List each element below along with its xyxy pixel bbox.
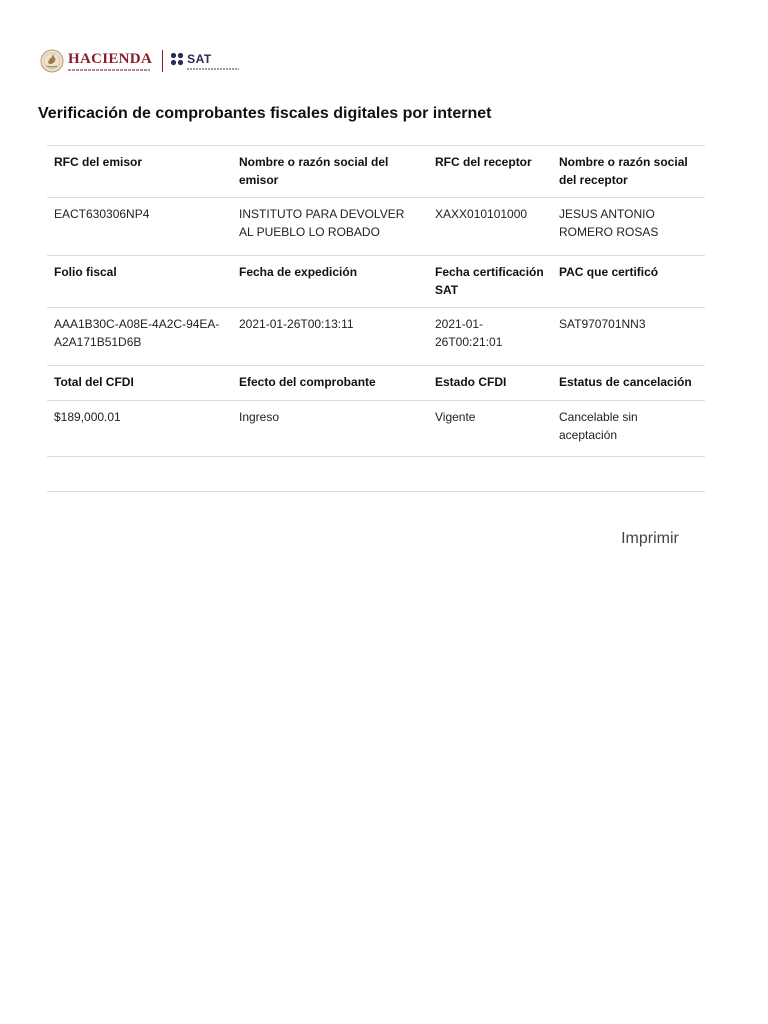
coat-of-arms-seal-icon xyxy=(40,49,64,73)
header-pac: PAC que certificó xyxy=(552,256,705,308)
table-row xyxy=(47,401,705,457)
header-fecha-certificacion: Fecha certificación SAT xyxy=(428,256,552,308)
sat-logo xyxy=(170,52,239,70)
sat-logo-mark-icon xyxy=(170,52,184,66)
value-pac: SAT970701NN3 xyxy=(552,308,705,366)
value-total-cfdi: $189,000.01 xyxy=(47,401,232,457)
value-fecha-expedicion: 2021-01-26T00:13:11 xyxy=(232,308,428,366)
table-header-row xyxy=(47,146,705,198)
value-nombre-emisor: INSTITUTO PARA DEVOLVER AL PUEBLO LO ROBADO xyxy=(232,198,428,256)
header-logos xyxy=(40,46,239,76)
sat-logo-text: SAT xyxy=(187,52,212,66)
page-title: Verificación de comprobantes fiscales digitales por internet xyxy=(38,105,492,122)
print-button[interactable]: Imprimir xyxy=(606,524,694,554)
header-nombre-emisor: Nombre o razón social del emisor xyxy=(232,146,428,198)
logo-divider xyxy=(162,50,163,72)
value-nombre-receptor: JESUS ANTONIO ROMERO ROSAS xyxy=(552,198,705,256)
header-rfc-receptor: RFC del receptor xyxy=(428,146,552,198)
value-estado-cfdi: Vigente xyxy=(428,401,552,457)
table-row xyxy=(47,308,705,366)
header-rfc-emisor: RFC del emisor xyxy=(47,146,232,198)
value-folio-fiscal: AAA1B30C-A08E-4A2C-94EA-A2A171B51D6B xyxy=(47,308,232,366)
value-estatus-cancelacion: Cancelable sin aceptación xyxy=(552,401,705,457)
header-estatus-cancelacion: Estatus de cancelación xyxy=(552,366,705,401)
value-rfc-emisor: EACT630306NP4 xyxy=(47,198,232,256)
cfdi-verification-table xyxy=(47,145,705,492)
header-efecto-comprobante: Efecto del comprobante xyxy=(232,366,428,401)
table-spacer-row xyxy=(47,457,705,492)
header-nombre-receptor: Nombre o razón social del receptor xyxy=(552,146,705,198)
table-header-row xyxy=(47,366,705,401)
table-row xyxy=(47,198,705,256)
sat-logo-subtitle xyxy=(187,68,239,70)
header-estado-cfdi: Estado CFDI xyxy=(428,366,552,401)
hacienda-logo xyxy=(68,52,152,71)
header-fecha-expedicion: Fecha de expedición xyxy=(232,256,428,308)
value-efecto-comprobante: Ingreso xyxy=(232,401,428,457)
table-header-row xyxy=(47,256,705,308)
hacienda-logo-text: HACIENDA xyxy=(68,50,153,67)
cfdi-table xyxy=(47,145,705,492)
value-fecha-certificacion: 2021-01-26T00:21:01 xyxy=(428,308,552,366)
table-bottom-rule xyxy=(47,492,705,493)
header-folio-fiscal: Folio fiscal xyxy=(47,256,232,308)
hacienda-logo-subtitle xyxy=(68,69,150,71)
value-rfc-receptor: XAXX010101000 xyxy=(428,198,552,256)
header-total-cfdi: Total del CFDI xyxy=(47,366,232,401)
